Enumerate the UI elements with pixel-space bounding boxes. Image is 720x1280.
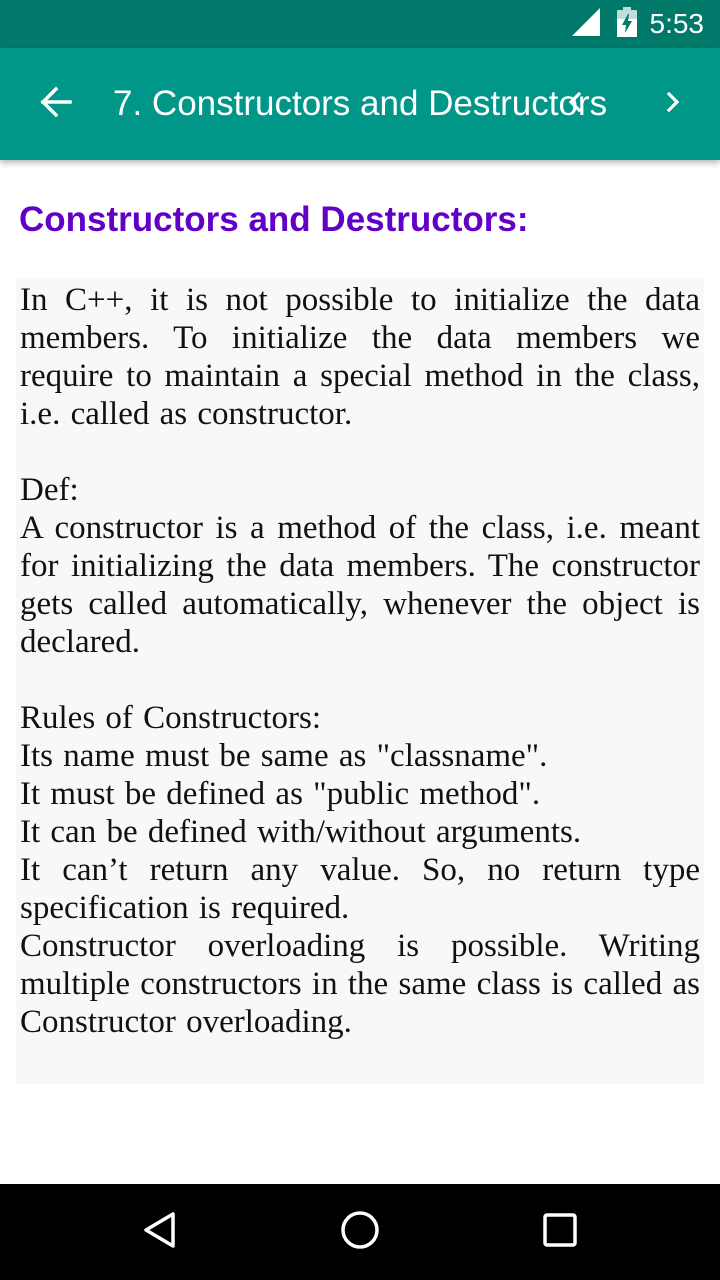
- rules-label: Rules of Constructors:: [20, 700, 321, 736]
- system-nav-bar: [0, 1184, 720, 1280]
- status-bar: [0, 0, 720, 48]
- nav-home-button[interactable]: [330, 1202, 390, 1262]
- nav-recents-button[interactable]: [530, 1202, 590, 1262]
- chevron-right-icon: [660, 90, 684, 119]
- intro-paragraph: In C++, it is not possible to initialize the data members. To initialize the data members we require to maintain a special method in the class, i.e. called as constructor.: [20, 282, 700, 432]
- paragraph-gap: [16, 661, 704, 699]
- definition-paragraph: A constructor is a method of the class, i.e. meant for initializing the data members. The constructor gets called automatically, whenever the object is declared.: [20, 510, 700, 660]
- rule-item: It can be defined with/without arguments.: [20, 814, 582, 850]
- back-button[interactable]: [28, 76, 84, 132]
- next-chapter-button[interactable]: [644, 76, 700, 132]
- signal-icon: [570, 6, 616, 43]
- rule-item: It must be defined as "public method".: [20, 776, 541, 812]
- battery-charging-icon: [616, 7, 650, 42]
- arrow-back-icon: [38, 84, 74, 125]
- rule-item: Constructor overloading is possible. Writing multiple constructors in the same class is called as Constructor overloading.: [20, 928, 700, 1040]
- square-recents-icon: [541, 1211, 579, 1254]
- status-time: 5:53: [649, 8, 704, 39]
- triangle-back-icon: [140, 1210, 180, 1255]
- previous-chapter-button[interactable]: [548, 76, 604, 132]
- page-title: 7. Constructors and Destructors: [113, 84, 608, 123]
- nav-back-button[interactable]: [130, 1202, 190, 1262]
- status-icons: [570, 0, 705, 48]
- app-toolbar: [0, 48, 720, 160]
- rule-item: Its name must be same as "classname".: [20, 738, 548, 774]
- rule-item: It can’t return any value. So, no return type specification is required.: [20, 852, 700, 926]
- chevron-left-icon: [564, 90, 588, 119]
- paragraph-gap: [16, 433, 704, 471]
- chapter-content[interactable]: [0, 160, 720, 1184]
- definition-label: Def:: [20, 472, 79, 508]
- circle-home-icon: [339, 1209, 381, 1256]
- section-heading: Constructors and Destructors:: [19, 200, 529, 239]
- chapter-text-block: [16, 278, 704, 1084]
